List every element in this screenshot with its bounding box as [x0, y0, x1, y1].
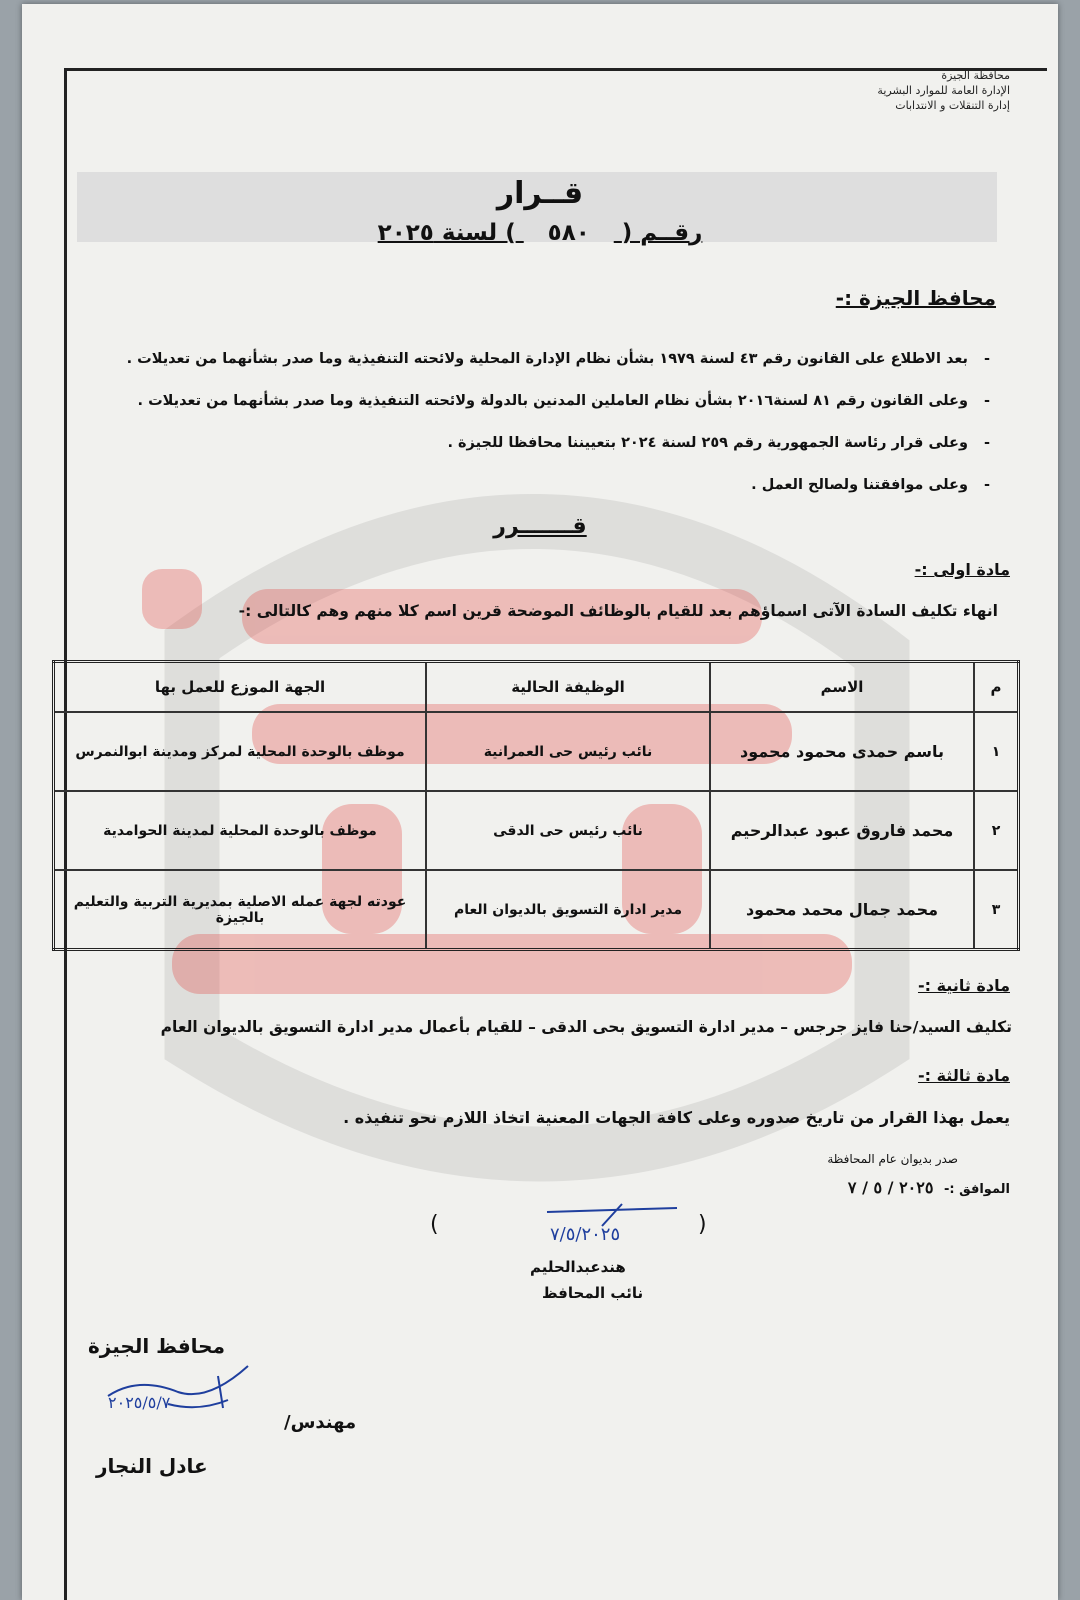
deputy-handwritten-date: ٧/٥/٢٠٢٥	[550, 1224, 621, 1245]
preamble-item: - وعلى موافقتنا ولصالح العمل .	[127, 464, 990, 506]
ministry-header	[877, 68, 1010, 113]
governor-title: محافظ الجيزة	[88, 1334, 225, 1358]
article2-heading: مادة ثانية :-	[917, 976, 1010, 995]
decision-number-prefix: رقــم (	[621, 220, 703, 246]
row-name: محمد فاروق عبود عبدالرحيم	[710, 791, 974, 870]
article1-text: انهاء تكليف السادة الآتى اسماؤهم بعد للقيام بالوظائف الموضحة قرين اسم كلا منهم وهم كالتالى :-	[238, 602, 998, 620]
row-name: محمد جمال محمد محمود	[710, 870, 974, 950]
row-name: باسم حمدى محمود محمود	[710, 712, 974, 791]
date-line	[848, 1178, 1010, 1197]
row-destination: عودته لجهة عمله الاصلية بمديرية التربية والتعليم بالجيزة	[54, 870, 427, 950]
col-name-header: الاسم	[710, 662, 974, 713]
governor-signature	[98, 1356, 268, 1418]
row-destination: موظف بالوحدة المحلية لمركز ومدينة ابوالنمرس	[54, 712, 427, 791]
governor-heading: محافظ الجيزة :-	[835, 286, 996, 310]
row-index: ٢	[974, 791, 1019, 870]
preamble-list	[127, 338, 990, 506]
date-label: الموافق :-	[943, 1182, 1010, 1197]
governor-prefix: مهندس/	[284, 1412, 357, 1433]
col-destination-header: الجهة الموزع للعمل بها	[54, 662, 427, 713]
article3-heading: مادة ثالثة :-	[917, 1066, 1010, 1085]
decision-year: ) لسنة ٢٠٢٥	[377, 220, 516, 246]
table-header-row	[54, 662, 1019, 713]
assignments-table	[52, 660, 1020, 951]
preamble-item: - بعد الاطلاع على القانون رقم ٤٣ لسنة ١٩٧٩ بشأن نظام الإدارة المحلية ولائحته التنفيذية وما صدر بشأنهما من تعديلات .	[127, 338, 990, 380]
article3-text: يعمل بهذا القرار من تاريخ صدوره وعلى كافة الجهات المعنية اتخاذ اللازم نحو تنفيذه .	[343, 1108, 1010, 1127]
row-index: ٣	[974, 870, 1019, 950]
deputy-name: هندعبدالحليم	[530, 1258, 626, 1276]
date-value: ٢٠٢٥ / ٥ / ٧	[847, 1178, 934, 1197]
deputy-title: نائب المحافظ	[542, 1284, 644, 1302]
row-job: نائب رئيس حى الدقى	[426, 791, 710, 870]
table-row	[54, 870, 1019, 950]
paren-left: )	[430, 1212, 439, 1237]
article1-heading: مادة اولى :-	[914, 560, 1010, 579]
svg-text:٢٠٢٥/٥/٧: ٢٠٢٥/٥/٧	[108, 1393, 171, 1412]
row-index: ١	[974, 712, 1019, 791]
col-job-header: الوظيفة الحالية	[426, 662, 710, 713]
header-transfers-dept: إدارة التنقلات و الانتدابات	[895, 99, 1010, 112]
row-job: مدير ادارة التسويق بالديوان العام	[426, 870, 710, 950]
decision-number-line	[22, 220, 1058, 246]
preamble-item: - وعلى قرار رئاسة الجمهورية رقم ٢٥٩ لسنة ٢٠٢٤ بتعييننا محافظا للجيزة .	[127, 422, 990, 464]
header-hr-dept: الإدارة العامة للموارد البشرية	[877, 84, 1010, 97]
table-row	[54, 791, 1019, 870]
document-sheet	[22, 4, 1058, 1600]
col-index-header: م	[974, 662, 1019, 713]
table-row	[54, 712, 1019, 791]
article2-text: تكليف السيد/حنا فايز جرجس – مدير ادارة التسويق بحى الدقى – للقيام بأعمال مدير ادارة التسويق بالديوان العام	[160, 1018, 1012, 1036]
issued-at: صدر بديوان عام المحافظة	[827, 1152, 958, 1166]
decision-number: ٥٨٠	[547, 220, 590, 246]
preamble-item: - وعلى القانون رقم ٨١ لسنة٢٠١٦ بشأن نظام العاملين المدنين بالدولة ولائحته التنفيذية وما صدر بشأنهما من تعديلات .	[127, 380, 990, 422]
decision-title: قــرار	[496, 176, 584, 211]
row-job: نائب رئيس حى العمرانية	[426, 712, 710, 791]
paren-right: (	[698, 1212, 707, 1237]
header-governorate: محافظة الجيزة	[941, 69, 1010, 82]
governor-name: عادل النجار	[96, 1454, 208, 1478]
decided-heading: قـــــــرر	[493, 514, 587, 539]
row-destination: موظف بالوحدة المحلية لمدينة الحوامدية	[54, 791, 427, 870]
